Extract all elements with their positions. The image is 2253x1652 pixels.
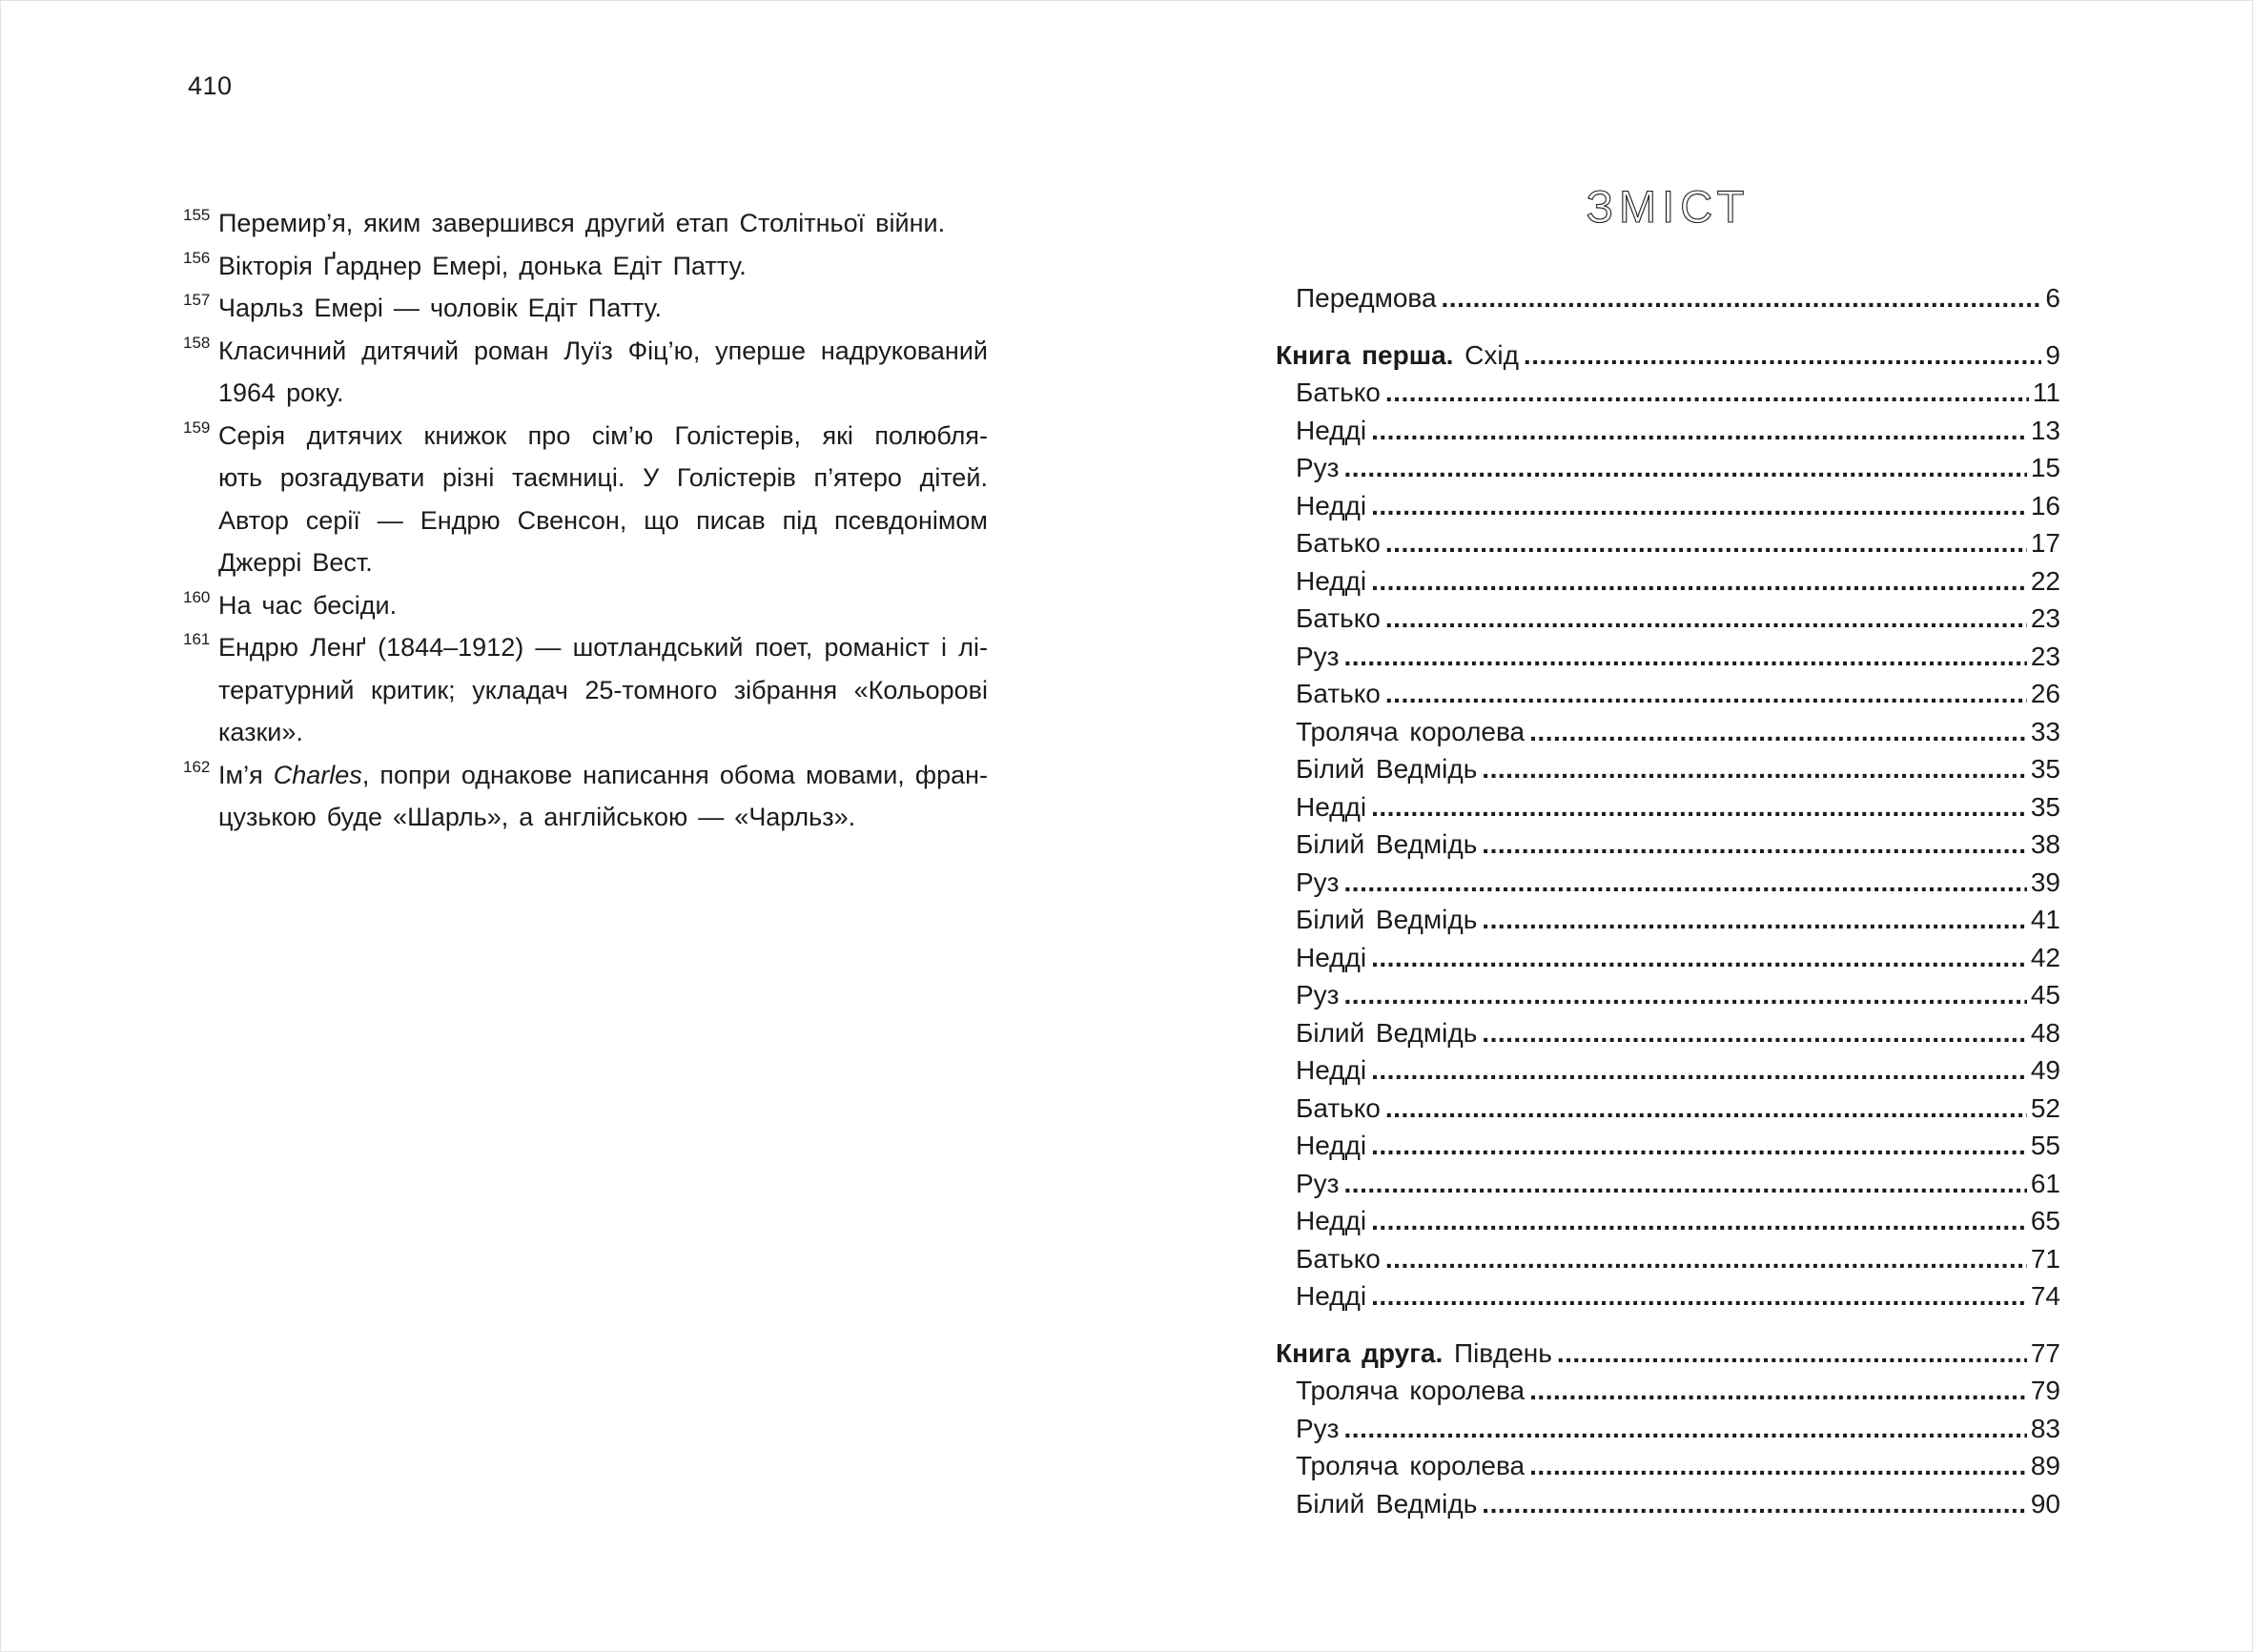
toc-entry-label: Руз	[1296, 1413, 1340, 1443]
dot-leader	[1442, 279, 2042, 317]
toc-entry-label: Руз	[1296, 1168, 1340, 1198]
toc-entry-label: Батько	[1296, 528, 1381, 558]
dot-leader	[1371, 788, 2027, 826]
toc-entry-label: Руз	[1296, 641, 1340, 671]
toc-entry-page-number: 65	[2030, 1206, 2060, 1235]
page-number: 410	[188, 71, 233, 100]
toc-entry	[1276, 1051, 2060, 1090]
toc-entry-page-number: 38	[2030, 829, 2060, 859]
toc-entry-page-number: 90	[2030, 1488, 2060, 1519]
toc-entry-page-number: 6	[2045, 283, 2060, 313]
footnote-line: 161 Ендрю Ленґ (1844–1912) — шотландський поет, романіст і лі-	[183, 630, 988, 662]
footnote-number: 162	[183, 757, 211, 776]
footnote	[183, 202, 988, 245]
toc-entry-page-number: 22	[2030, 565, 2060, 596]
dot-leader	[1371, 939, 2027, 977]
toc-entry-page-number: 45	[2030, 980, 2060, 1010]
toc-entry	[1276, 600, 2060, 638]
toc-entry-label: Недді	[1296, 490, 1367, 520]
toc-entry-page-number: 42	[2030, 942, 2060, 972]
toc-entry-page-number: 23	[2030, 603, 2060, 633]
toc-entry-bold-label: Книга друга.	[1276, 1337, 1454, 1368]
dot-leader	[1371, 1051, 2027, 1090]
toc-entry	[1276, 638, 2060, 676]
toc-entry-label: Батько	[1296, 1243, 1381, 1274]
dot-leader	[1344, 1410, 2027, 1448]
toc-entry-label: Недді	[1296, 565, 1367, 596]
toc-entry-label: Недді	[1296, 1281, 1367, 1311]
toc-entry-label: Передмова	[1296, 283, 1437, 313]
dot-leader	[1371, 1277, 2027, 1315]
toc-entry	[1276, 487, 2060, 525]
toc-entry-label: Білий Ведмідь	[1296, 1017, 1478, 1048]
toc-entry-page-number: 41	[2030, 905, 2060, 934]
dot-leader	[1344, 976, 2027, 1014]
footnote	[183, 754, 988, 839]
toc-entry-label: Руз	[1296, 980, 1340, 1010]
toc-entry-bold-label: Книга перша.	[1276, 339, 1465, 370]
toc-entry-page-number: 16	[2030, 490, 2060, 520]
footnote-line: 156 Вікторія Ґарднер Емері, донька Едіт Патту.	[183, 248, 747, 280]
dot-leader	[1482, 826, 2027, 864]
toc-entry-page-number: 74	[2030, 1281, 2060, 1311]
toc-entry	[1276, 901, 2060, 939]
toc-entry-label: Батько	[1296, 377, 1381, 407]
toc-entry	[1276, 1202, 2060, 1240]
footnote-line: 159 Серія дитячих книжок про сім’ю Голістерів, які полюбля-	[183, 418, 988, 450]
dot-leader	[1344, 864, 2027, 902]
dot-leader	[1371, 562, 2027, 601]
footnote-line: 162 Ім’я Charles, попри однакове написання обома мовами, фран-	[183, 757, 988, 789]
toc-entry	[1276, 675, 2060, 713]
toc-entry	[1276, 1127, 2060, 1165]
toc-entry-page-number: 52	[2030, 1092, 2060, 1123]
footnote	[183, 330, 988, 415]
dot-leader	[1385, 374, 2029, 412]
toc-entry	[1276, 1372, 2060, 1410]
toc-entry	[1276, 1240, 2060, 1278]
toc-entry-page-number: 26	[2030, 679, 2060, 708]
toc-entry	[1276, 1014, 2060, 1052]
toc-entry	[1276, 713, 2060, 751]
toc-entry	[1276, 279, 2060, 317]
toc-entry-label: Білий Ведмідь	[1296, 905, 1478, 934]
toc-entry	[1276, 1447, 2060, 1485]
toc-entry-label: Батько	[1296, 603, 1381, 633]
footnote-number: 155	[183, 206, 211, 224]
footnote	[183, 415, 988, 584]
dot-leader	[1344, 638, 2027, 676]
footnote-number: 158	[183, 333, 211, 352]
toc-entry	[1276, 976, 2060, 1014]
toc-entry	[1276, 412, 2060, 450]
footnote-line: 157 Чарльз Емері — чоловік Едіт Патту.	[183, 291, 662, 322]
toc-entry	[1276, 1165, 2060, 1203]
toc-entry-page-number: 61	[2030, 1168, 2060, 1198]
toc-entry	[1276, 750, 2060, 788]
toc-entry-label: Білий Ведмідь	[1296, 1488, 1478, 1519]
toc-entry	[1276, 1090, 2060, 1128]
toc-list	[1276, 279, 2060, 1522]
toc-entry-label: Недді	[1296, 415, 1367, 445]
footnote-number: 157	[183, 291, 211, 309]
footnote-line: казки».	[218, 718, 303, 746]
footnote-line: Джеррі Вест.	[218, 548, 373, 577]
toc-entry-label: Недді	[1296, 1206, 1367, 1235]
dot-leader	[1344, 449, 2027, 487]
toc-entry	[1276, 524, 2060, 562]
toc-entry-page-number: 17	[2030, 528, 2060, 558]
footnote-line: 158 Класичний дитячий роман Луїз Фіц’ю, уперше надрукований	[183, 333, 988, 365]
dot-leader	[1482, 1485, 2027, 1523]
dot-leader	[1385, 1240, 2027, 1278]
dot-leader	[1385, 524, 2027, 562]
dot-leader	[1385, 675, 2027, 713]
footnote	[183, 287, 988, 330]
toc-entry-label: Батько	[1296, 679, 1381, 708]
toc-entry	[1276, 562, 2060, 601]
toc-entry-label: Троляча королева	[1296, 1376, 1526, 1405]
toc-entry-label: Недді	[1296, 942, 1367, 972]
footnote-line: цузькою буде «Шарль», а англійською — «Чарльз».	[218, 803, 856, 831]
toc-entry-label: Схід	[1464, 339, 1519, 370]
toc-entry-page-number: 13	[2030, 415, 2060, 445]
toc-entry-label: Білий Ведмідь	[1296, 829, 1478, 859]
toc-entry	[1276, 939, 2060, 977]
toc-entry	[1276, 449, 2060, 487]
left-page	[1, 1, 1127, 1651]
toc-entry-label: Недді	[1296, 1131, 1367, 1160]
toc-entry-label: Білий Ведмідь	[1296, 754, 1478, 784]
dot-leader	[1524, 337, 2042, 375]
toc-entry-page-number: 83	[2030, 1413, 2060, 1443]
toc-entry-label: Руз	[1296, 867, 1340, 897]
dot-leader	[1371, 412, 2027, 450]
dot-leader	[1385, 600, 2027, 638]
toc-entry-page-number: 89	[2030, 1451, 2060, 1480]
dot-leader	[1529, 713, 2027, 751]
toc-entry	[1276, 788, 2060, 826]
toc-entry-page-number: 55	[2030, 1131, 2060, 1160]
footnote-line: 160 На час бесіди.	[183, 587, 398, 620]
toc-entry-label: Південь	[1453, 1337, 1552, 1368]
dot-leader	[1482, 750, 2027, 788]
toc-entry-page-number: 71	[2030, 1243, 2060, 1274]
toc-section-header	[1276, 1335, 2060, 1373]
toc-entry	[1276, 374, 2060, 412]
toc-entry-label: Руз	[1296, 453, 1340, 482]
footnote-number: 160	[183, 587, 211, 606]
footnote-number: 161	[183, 630, 211, 648]
toc-title: ЗМІСТ	[1586, 181, 1751, 232]
toc-entry	[1276, 1410, 2060, 1448]
toc-entry-page-number: 33	[2030, 716, 2060, 746]
toc-entry	[1276, 1485, 2060, 1523]
dot-leader	[1385, 1090, 2027, 1128]
toc-entry-label: Троляча королева	[1296, 1451, 1526, 1480]
toc-entry-page-number: 79	[2030, 1376, 2060, 1405]
toc-entry	[1276, 1277, 2060, 1315]
toc-entry-page-number: 35	[2030, 754, 2060, 784]
dot-leader	[1529, 1447, 2027, 1485]
footnote	[183, 245, 988, 288]
footnote-line: Автор серії — Ендрю Свенсон, що писав під псевдонімом	[218, 505, 988, 535]
toc-entry-page-number: 48	[2030, 1017, 2060, 1048]
toc-entry-page-number: 9	[2045, 339, 2060, 370]
toc-entry-page-number: 11	[2032, 377, 2060, 407]
toc-entry-label: Недді	[1296, 1055, 1367, 1085]
toc-entry-label: Недді	[1296, 791, 1367, 822]
footnote-number: 156	[183, 248, 211, 267]
footnote-line: 155 Перемир’я, яким завершився другий етап Столітньої війни.	[183, 206, 946, 237]
toc-entry-label: Батько	[1296, 1092, 1381, 1123]
toc-entry-page-number: 23	[2030, 641, 2060, 671]
toc-entry-label: Троляча королева	[1296, 716, 1526, 746]
footnote-line: тературний критик; укладач 25-томного зібрання «Кольорові	[218, 675, 988, 704]
dot-leader	[1482, 901, 2027, 939]
toc-section-header	[1276, 337, 2060, 375]
footnote	[183, 626, 988, 754]
footnote	[183, 584, 988, 627]
toc-entry	[1276, 864, 2060, 902]
footnote-number: 159	[183, 418, 211, 437]
footnote-line: 1964 року.	[218, 378, 344, 407]
dot-leader	[1371, 1202, 2027, 1240]
toc-entry-page-number: 39	[2030, 867, 2060, 897]
right-page	[1127, 1, 2253, 1651]
toc-entry	[1276, 826, 2060, 864]
dot-leader	[1557, 1335, 2027, 1373]
footnote-line: ють розгадувати різні таємниці. У Голістерів п’ятеро дітей.	[218, 463, 988, 492]
dot-leader	[1371, 1127, 2027, 1165]
footnotes-list	[183, 202, 988, 839]
toc-entry-page-number: 77	[2030, 1337, 2060, 1368]
dot-leader	[1482, 1014, 2027, 1052]
dot-leader	[1371, 487, 2027, 525]
dot-leader	[1529, 1372, 2027, 1410]
toc-entry-page-number: 49	[2030, 1055, 2060, 1085]
toc-entry-page-number: 35	[2030, 791, 2060, 822]
dot-leader	[1344, 1165, 2027, 1203]
toc-entry-page-number: 15	[2030, 453, 2060, 482]
